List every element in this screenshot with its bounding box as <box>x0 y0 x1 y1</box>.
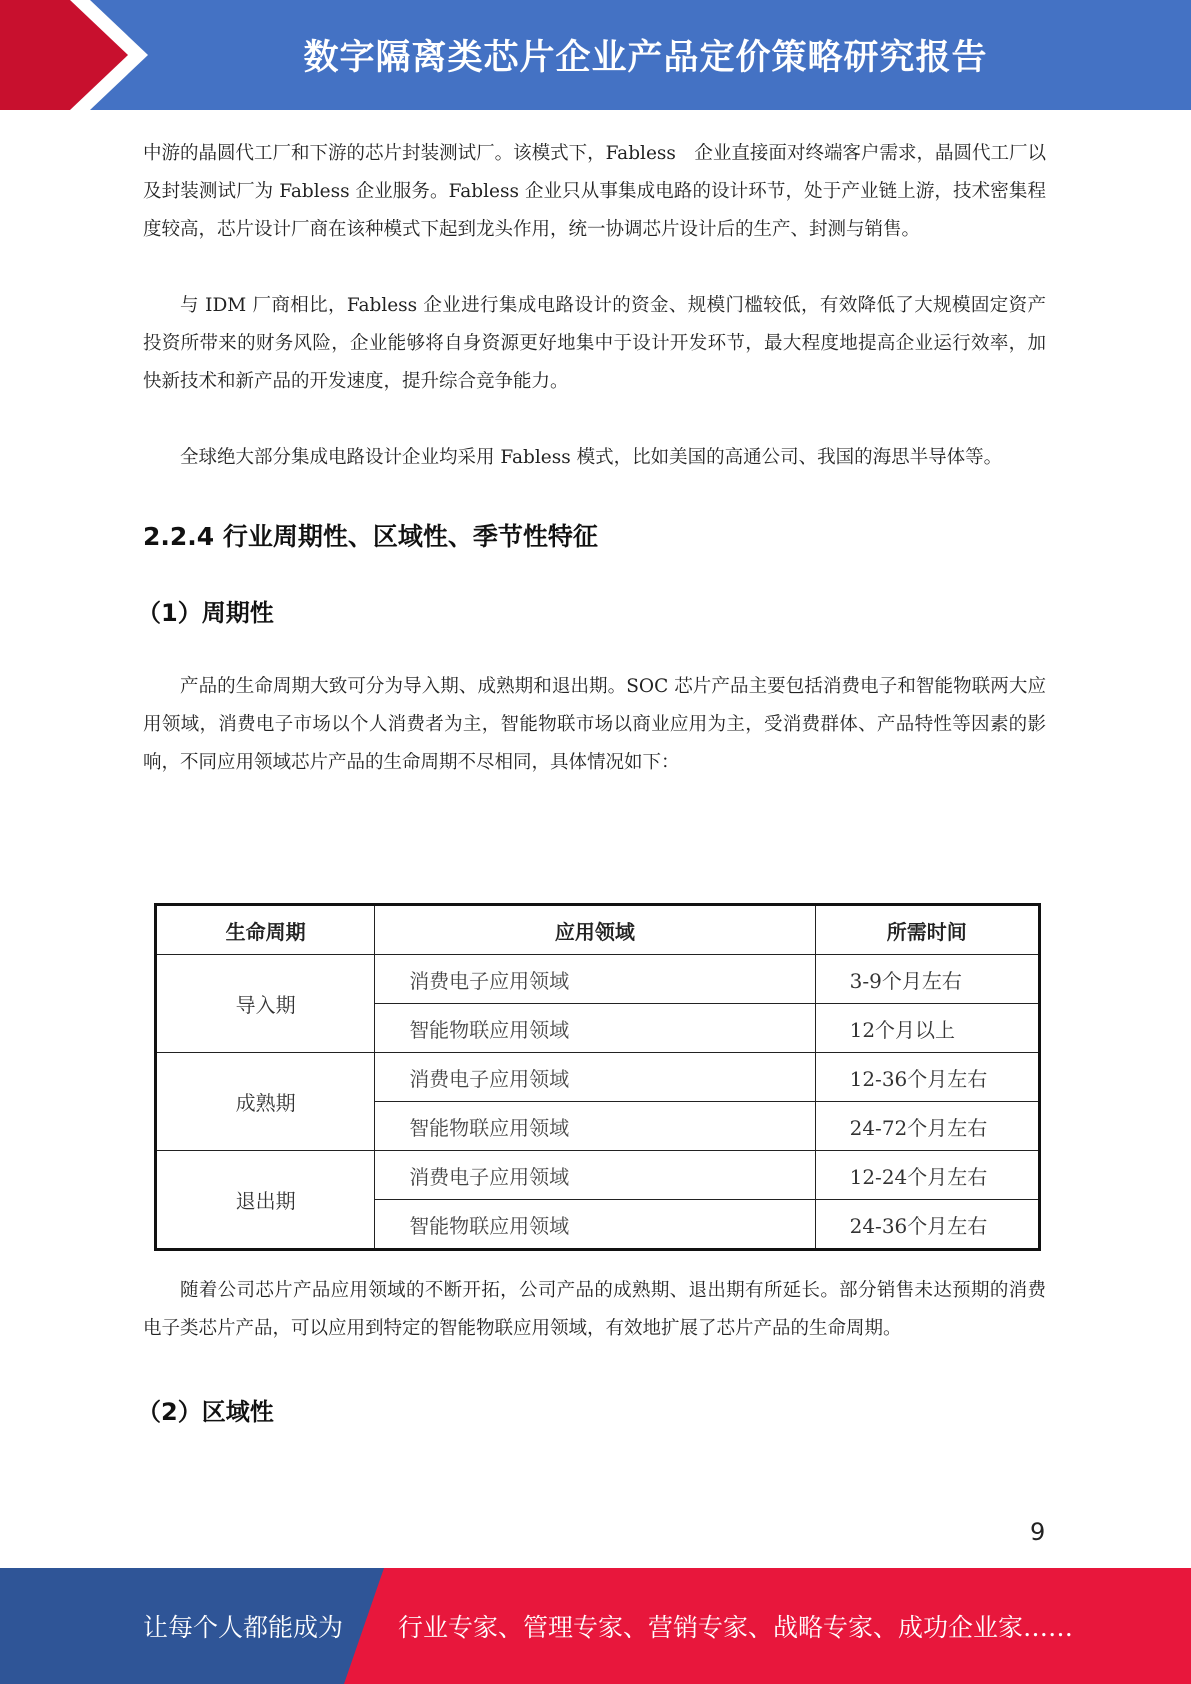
main-content <box>137 135 1046 782</box>
domain-cell: 智能物联应用领域 <box>375 1200 815 1250</box>
table-header-cell: 应用领域 <box>375 905 815 955</box>
subheading-regionality: （2）区域性 <box>137 1398 274 1426</box>
time-cell: 12-36个月左右 <box>815 1053 1039 1102</box>
stage-cell: 退出期 <box>156 1151 375 1250</box>
footer-slogan-left: 让每个人都能成为 <box>143 1613 344 1642</box>
post-table-content <box>137 1272 1046 1427</box>
lifecycle-table <box>154 903 1041 1251</box>
table-row <box>156 1151 1040 1200</box>
stage-cell: 导入期 <box>156 955 375 1053</box>
page-number: 9 <box>1030 1518 1046 1546</box>
time-cell: 12个月以上 <box>815 1004 1039 1053</box>
paragraph-idm-comparison: 与 IDM 厂商相比，Fabless 企业进行集成电路设计的资金、规模门槛较低，有效降低了大规模固定资产投资所带来的财务风险，企业能够将自身资源更好地集中于设计开发环节，最大程度地提高企业运行效率，加快新技术和新产品的开发速度，提升综合竞争能力。 <box>143 295 1046 392</box>
domain-cell: 消费电子应用领域 <box>375 1053 815 1102</box>
report-title: 数字隔离类芯片企业产品定价策略研究报告 <box>303 38 988 78</box>
paragraph-fabless-model: 中游的晶圆代工厂和下游的芯片封装测试厂。该模式下，Fabless 企业直接面对终端客户需求，晶圆代工厂以及封装测试厂为 Fabless 企业服务。Fabless 企业只从事集成电路的设计环节，处于产业链上游，技术密集程度较高，芯片设计厂商在该种模式下起到龙头作用，统一协调芯片设计后的生产、封测与销售。 <box>143 143 1046 240</box>
header-red-arrow-decoration <box>0 0 150 110</box>
footer-slogan-right: 行业专家、管理专家、营销专家、战略专家、成功企业家…… <box>398 1613 1074 1642</box>
stage-cell: 成熟期 <box>156 1053 375 1151</box>
page-footer <box>0 1568 1191 1684</box>
table-row <box>156 1053 1040 1102</box>
table-header-cell: 生命周期 <box>156 905 375 955</box>
table-row <box>156 955 1040 1004</box>
time-cell: 24-36个月左右 <box>815 1200 1039 1250</box>
domain-cell: 智能物联应用领域 <box>375 1004 815 1053</box>
domain-cell: 智能物联应用领域 <box>375 1102 815 1151</box>
domain-cell: 消费电子应用领域 <box>375 1151 815 1200</box>
time-cell: 24-72个月左右 <box>815 1102 1039 1151</box>
paragraph-global-fabless: 全球绝大部分集成电路设计企业均采用 Fabless 模式，比如美国的高通公司、我国的海思半导体等。 <box>180 447 1003 468</box>
time-cell: 12-24个月左右 <box>815 1151 1039 1200</box>
time-cell: 3-9个月左右 <box>815 955 1039 1004</box>
paragraph-lifecycle: 产品的生命周期大致可分为导入期、成熟期和退出期。SOC 芯片产品主要包括消费电子和智能物联两大应用领域，消费电子市场以个人消费者为主，智能物联市场以商业应用为主，受消费群体、产品特性等因素的影响，不同应用领域芯片产品的生命周期不尽相同，具体情况如下： <box>143 676 1046 773</box>
table-header-cell: 所需时间 <box>815 905 1039 955</box>
page-header <box>0 0 1191 110</box>
section-heading: 2.2.4 行业周期性、区域性、季节性特征 <box>143 522 598 551</box>
paragraph-lifecycle-extension: 随着公司芯片产品应用领域的不断开拓，公司产品的成熟期、退出期有所延长。部分销售未达预期的消费电子类芯片产品，可以应用到特定的智能物联应用领域，有效地扩展了芯片产品的生命周期。 <box>143 1280 1046 1339</box>
domain-cell: 消费电子应用领域 <box>375 955 815 1004</box>
table-header-row <box>156 905 1040 955</box>
subheading-cyclicality: （1）周期性 <box>137 599 274 627</box>
